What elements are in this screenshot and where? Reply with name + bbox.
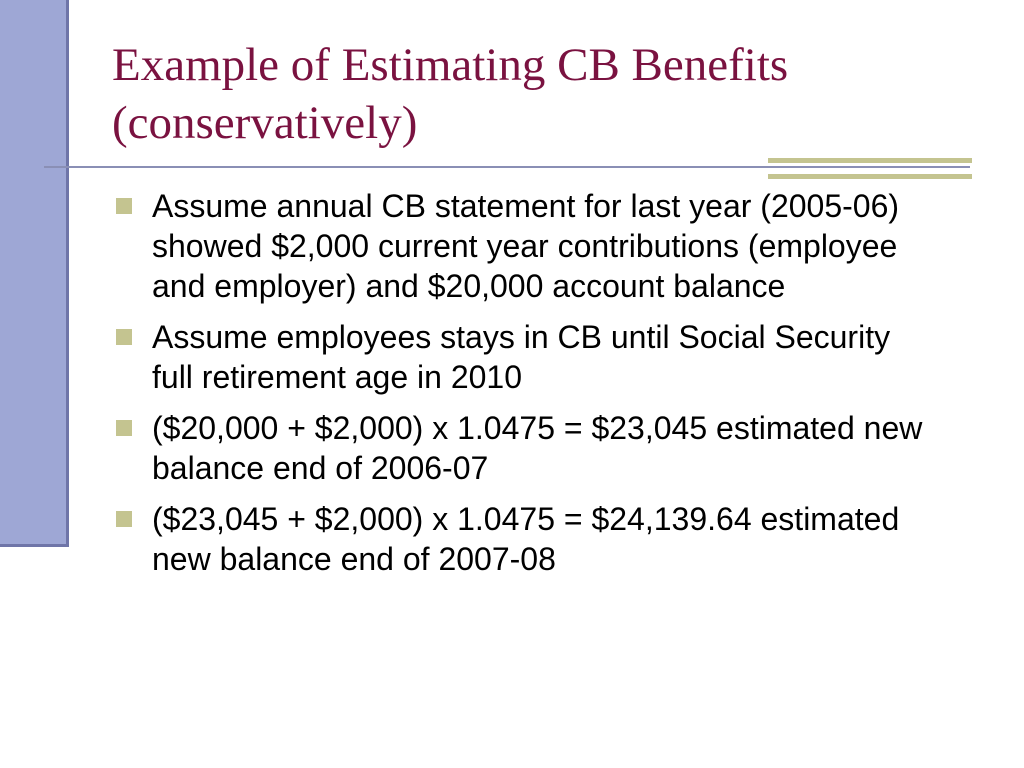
square-bullet-icon	[116, 420, 132, 436]
square-bullet-icon	[116, 198, 132, 214]
bullet-item	[116, 186, 936, 306]
bullet-list	[116, 186, 936, 590]
title-divider-line	[44, 166, 970, 168]
divider-accent-bar	[768, 174, 972, 179]
divider-accent-bar	[768, 158, 972, 163]
slide-title-line: Example of Estimating CB Benefits	[112, 39, 789, 91]
slide-title-line: (conservatively)	[112, 97, 418, 149]
left-decorative-bar	[0, 0, 69, 547]
square-bullet-icon	[116, 329, 132, 345]
bullet-text: Assume employees stays in CB until Social Security full retirement age in 2010	[152, 319, 891, 395]
square-bullet-icon	[116, 511, 132, 527]
bullet-text: ($23,045 + $2,000) x 1.0475 = $24,139.64 estimated new balance end of 2007-08	[152, 501, 900, 577]
slide-title	[112, 36, 992, 152]
bullet-text: Assume annual CB statement for last year (2005-06) showed $2,000 current year contributions (employee and employer) and $20,000 account balance	[152, 188, 900, 304]
bullet-item	[116, 499, 936, 579]
bullet-item	[116, 317, 936, 397]
bullet-text: ($20,000 + $2,000) x 1.0475 = $23,045 estimated new balance end of 2006-07	[152, 410, 923, 486]
bullet-item	[116, 408, 936, 488]
